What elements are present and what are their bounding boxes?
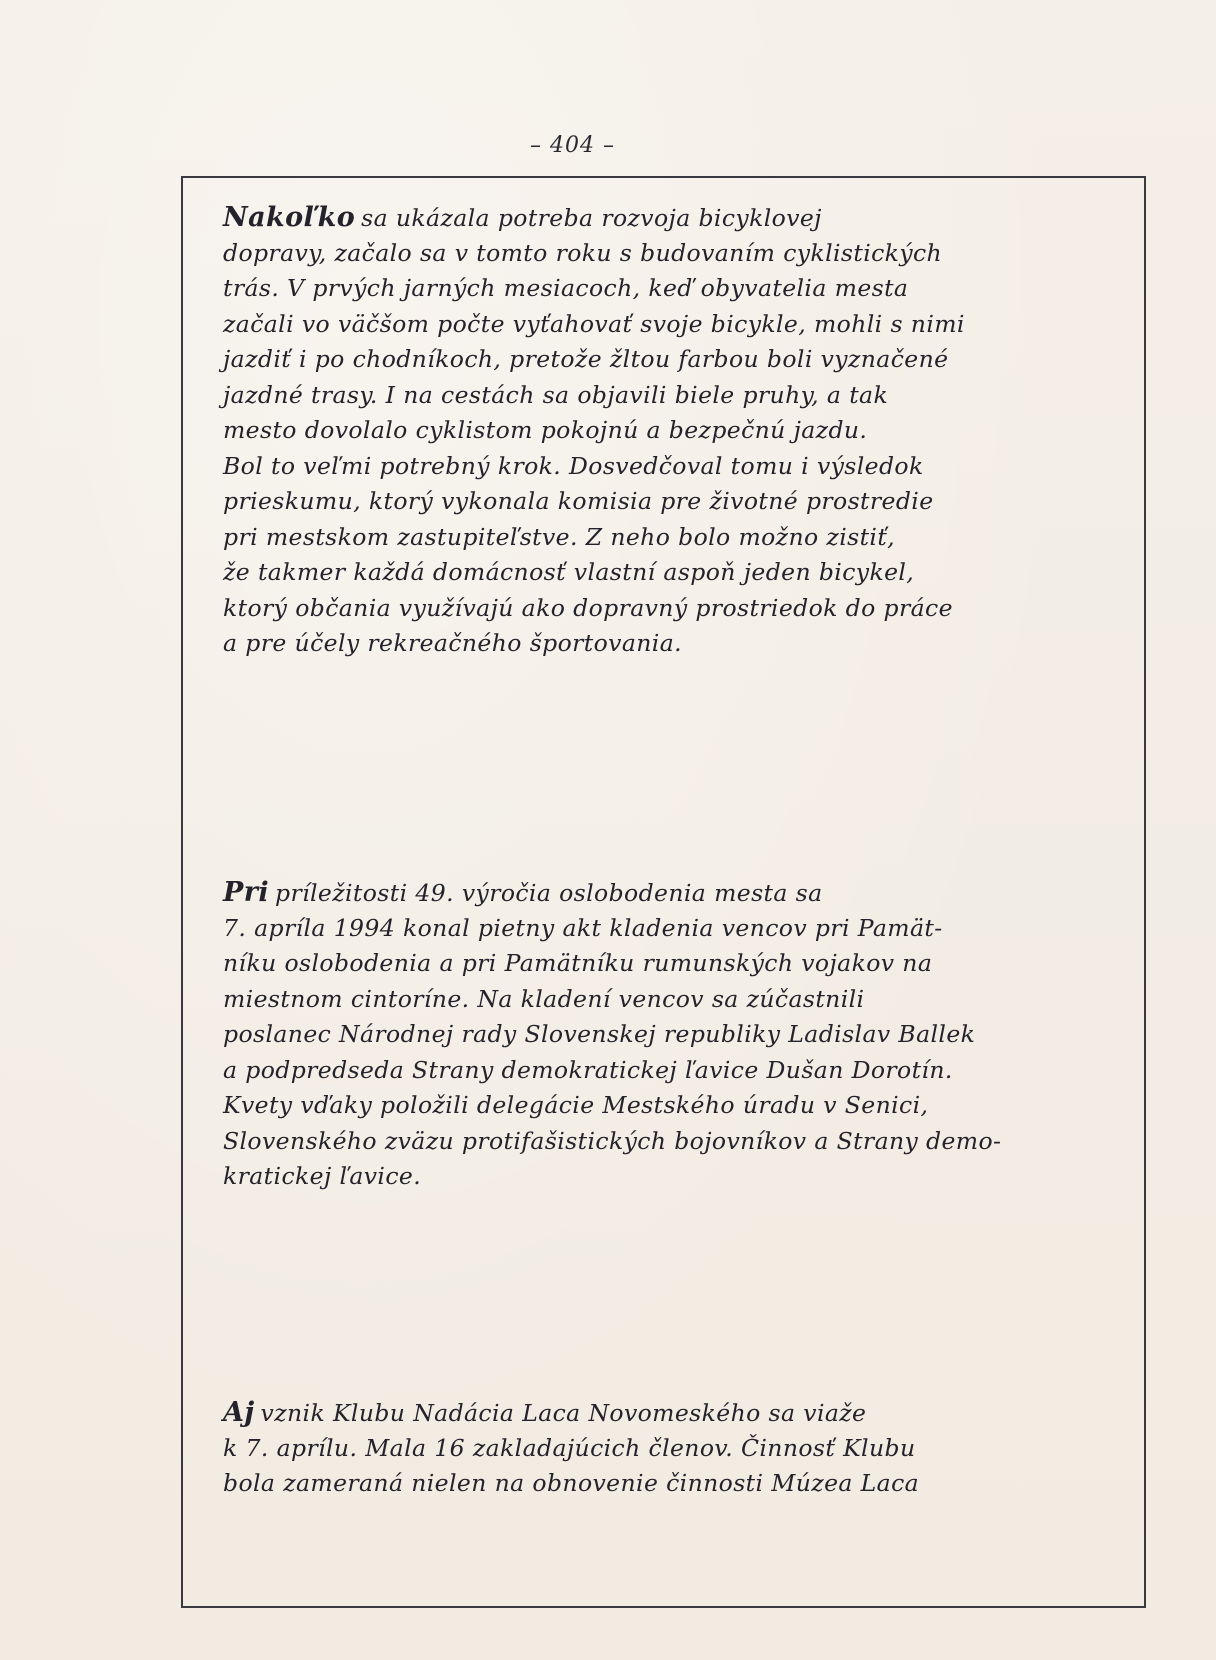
text-line: bola zameraná nielen na obnovenie činnosti Múzea Laca [223, 1469, 920, 1497]
text-line [223, 875, 1123, 911]
text-line: trás. V prvých jarných mesiacoch, keď obyvatelia mesta [223, 274, 909, 302]
text-line: že takmer každá domácnosť vlastní aspoň jeden bicykel, [223, 558, 915, 586]
text-line: jazdné trasy. I na cestách sa objavili biele pruhy, a tak [223, 380, 889, 409]
page-number: – 404 – [530, 133, 615, 158]
text-line: začali vo väčšom počte vyťahovať svoje bicykle, mohli s nimi [223, 309, 965, 338]
text-line: ktorý občania využívajú ako dopravný prostriedok do práce [223, 593, 953, 622]
text-line: k 7. aprílu. Mala 16 zakladajúcich členov. Činnosť Klubu [223, 1433, 916, 1462]
paragraph-cycling-routes [223, 200, 1123, 662]
text-line: miestnom cintoríne. Na kladení vencov sa zúčastnili [223, 984, 865, 1013]
line-text: sa ukázala potreba rozvoja bicyklovej [361, 204, 822, 232]
text-line: níku oslobodenia a pri Pamätníku rumunských vojakov na [223, 949, 933, 977]
text-line: a podpredseda Strany demokratickej ľavice Dušan Dorotín. [223, 1055, 953, 1084]
text-line: mesto dovolalo cyklistom pokojnú a bezpečnú jazdu. [223, 416, 868, 444]
line-text: príležitosti 49. výročia oslobodenia mesta sa [275, 879, 823, 907]
paragraph-lead-word: Aj [223, 1397, 255, 1428]
text-line: kratickej ľavice. [223, 1162, 422, 1190]
text-line: a pre účely rekreačného športovania. [223, 629, 682, 657]
text-line: Slovenského zväzu protifašistických bojovníkov a Strany demo- [223, 1126, 1002, 1155]
text-line: jazdiť i po chodníkoch, pretože žltou farbou boli vyznačené [223, 345, 949, 373]
paragraph-lead-word: Pri [223, 877, 269, 908]
text-line [223, 1395, 1123, 1431]
text-line: pri mestskom zastupiteľstve. Z neho bolo možno zistiť, [223, 522, 896, 551]
paragraph-lead-word: Nakoľko [223, 202, 356, 233]
line-text: vznik Klubu Nadácia Laca Novomeského sa viaže [260, 1399, 867, 1427]
text-line: Kvety vďaky položili delegácie Mestského úradu v Senici, [223, 1091, 929, 1119]
paragraph-club-foundation [223, 1395, 1123, 1502]
text-line: 7. apríla 1994 konal pietny akt kladenia vencov pri Pamät- [223, 913, 943, 942]
text-line: poslanec Národnej rady Slovenskej republiky Ladislav Ballek [223, 1020, 976, 1048]
text-line: prieskumu, ktorý vykonala komisia pre životné prostredie [223, 487, 934, 515]
text-line [223, 200, 1123, 236]
paragraph-liberation-anniversary [223, 875, 1123, 1195]
text-line: dopravy, začalo sa v tomto roku s budovaním cyklistických [223, 238, 943, 267]
page-frame [181, 176, 1146, 1608]
text-line: Bol to veľmi potrebný krok. Dosvedčoval tomu i výsledok [223, 451, 924, 480]
